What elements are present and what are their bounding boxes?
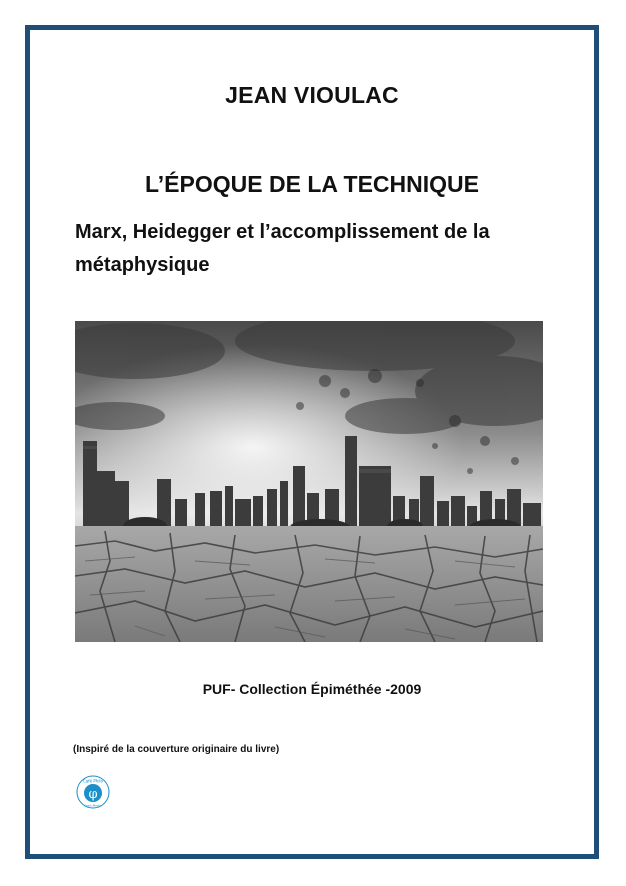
author-name: JEAN VIOULAC <box>225 82 399 108</box>
publisher-line: PUF- Collection Épiméthée -2009 <box>202 681 422 697</box>
city-skyline-cracked-earth-photo <box>75 321 543 642</box>
phi-symbol: φ <box>88 787 98 802</box>
book-title: L’ÉPOQUE DE LA TECHNIQUE <box>145 171 479 197</box>
cover-frame <box>25 25 599 859</box>
inspiration-note: (Inspiré de la couverture originaire du livre) <box>73 744 280 755</box>
book-subtitle: Marx, Heidegger et l’accomplissement de la métaphysique <box>75 221 490 276</box>
logo-top-text: Café Philo <box>82 778 104 784</box>
cafe-philo-logo <box>76 775 110 809</box>
logo-bottom-text: Saint-Martin <box>83 803 103 808</box>
